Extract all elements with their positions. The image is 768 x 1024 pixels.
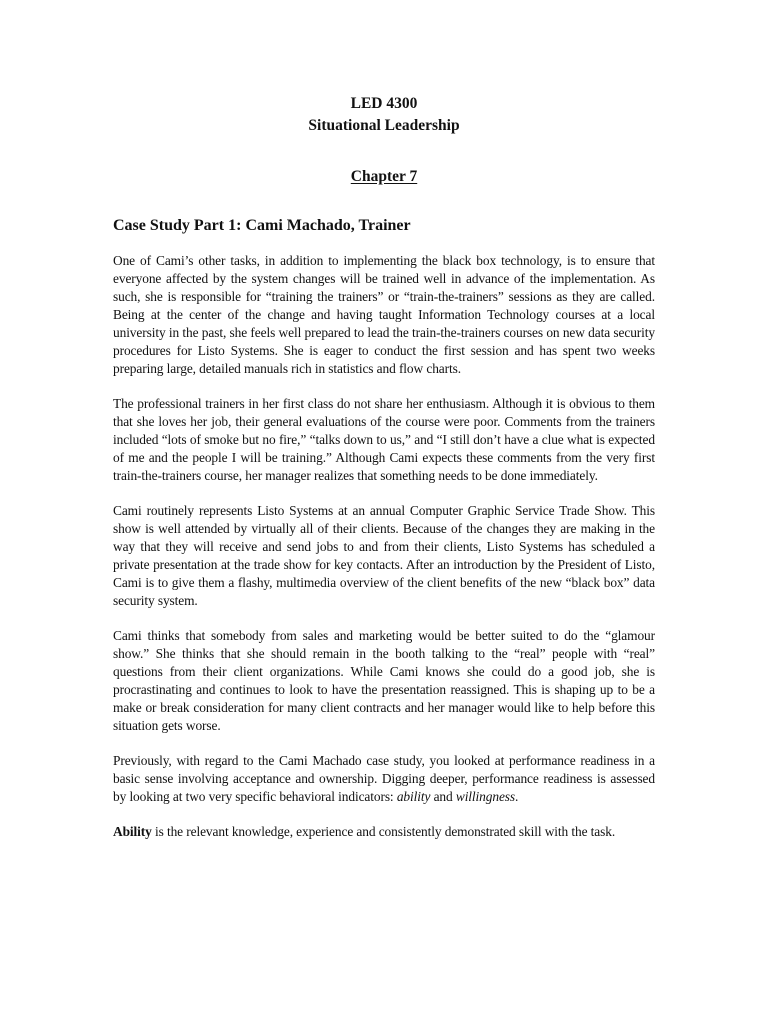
paragraph-4: Cami thinks that somebody from sales and marketing would be better suited to do the “glamour show.” She thinks that she should remain in the booth talking to the “real” people with “real” questions from their client organizations. While Cami knows she could do a good job, she is procrastinating and continues to look to have the presentation reassigned. This is shaping up to be a make or break consideration for many client contracts and her manager would like to help before this situation gets worse.	[113, 628, 655, 733]
document-page	[113, 93, 655, 841]
paragraph-6	[113, 823, 655, 841]
paragraph-5-and: and	[430, 789, 456, 804]
course-code: LED 4300	[350, 95, 418, 112]
willingness-term-italic: willingness	[455, 789, 516, 804]
course-title: Situational Leadership	[308, 117, 460, 134]
chapter-heading: Chapter 7	[350, 168, 418, 185]
paragraph-3: Cami routinely represents Listo Systems at an annual Computer Graphic Service Trade Show. This show is well attended by virtually all of their clients. Because of the changes they are making in the way that they will receive and send jobs to and from their clients, Listo Systems has scheduled a private presentation at the trade show for key contacts. After an introduction by the President of Listo, Cami is to give them a flashy, multimedia overview of the client benefits of the new “black box” data security system.	[113, 503, 655, 608]
paragraph-5	[113, 752, 655, 806]
case-study-heading: Case Study Part 1: Cami Machado, Trainer	[113, 217, 411, 234]
paragraph-1: One of Cami’s other tasks, in addition to implementing the black box technology, is to ensure that everyone affected by the system changes will be trained well in advance of the implementation. As such, she is responsible for “training the trainers” or “train-the-trainers” sessions as they are called. Being at the center of the change and having taught Information Technology courses at a local university in the past, she feels well prepared to lead the train-the-trainers courses on new data security procedures for Listo Systems. She is eager to conduct the first session and has spent two weeks preparing large, detailed manuals rich in statistics and flow charts.	[113, 253, 655, 376]
paragraph-2: The professional trainers in her first class do not share her enthusiasm. Although it is obvious to them that she loves her job, their general evaluations of the course were poor. Comments from the trainers included “lots of smoke but no fire,” “talks down to us,” and “I still don’t have a clue what is expected of me and the people I will be training.” Although Cami expects these comments from the very first train-the-trainers course, her manager realizes that something needs to be done immediately.	[113, 396, 655, 483]
ability-term-bold: Ability	[113, 824, 152, 839]
paragraph-5-main: Previously, with regard to the Cami Machado case study, you looked at performance readiness in a basic sense involving acceptance and ownership. Digging deeper, performance readiness is assessed by looking at two very specific behavioral indicators:	[113, 753, 655, 804]
paragraph-5-end: .	[515, 789, 519, 804]
ability-term-italic: ability	[396, 789, 431, 804]
ability-definition: is the relevant knowledge, experience and consistently demonstrated skill with the task.	[151, 824, 616, 839]
